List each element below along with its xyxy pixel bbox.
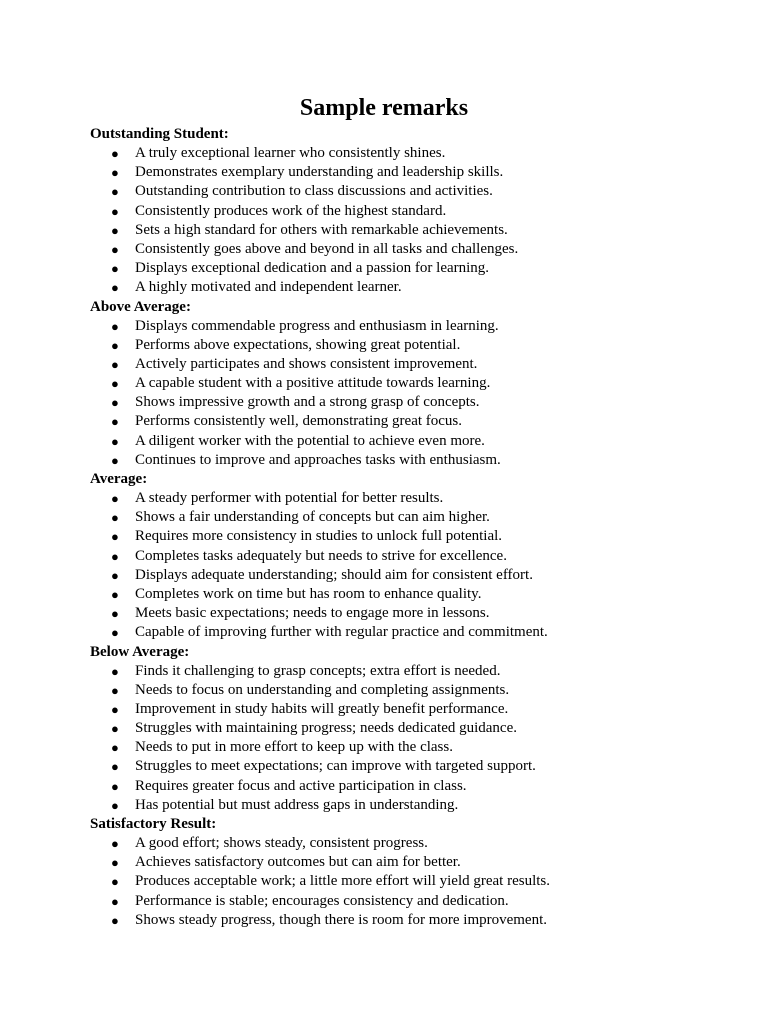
bullet-icon: ● — [111, 721, 119, 737]
bullet-icon: ● — [111, 529, 119, 545]
list-item: ● Struggles with maintaining progress; needs dedicated guidance. — [90, 719, 730, 738]
list-item: ● Displays adequate understanding; should aim for consistent effort. — [90, 566, 730, 585]
bullet-icon: ● — [111, 261, 119, 277]
bullet-icon: ● — [111, 318, 119, 334]
list-item: ● Performs consistently well, demonstrating great focus. — [90, 412, 730, 431]
section-satisfactory — [90, 815, 730, 930]
remarks-content — [90, 125, 730, 930]
list-item: ● Shows impressive growth and a strong grasp of concepts. — [90, 393, 730, 412]
list-item: ● A truly exceptional learner who consistently shines. — [90, 144, 730, 163]
bullet-icon: ● — [111, 836, 119, 851]
list-item: ● Outstanding contribution to class discussions and activities. — [90, 182, 730, 201]
bullet-icon: ● — [111, 491, 119, 506]
list-item: ● Finds it challenging to grasp concepts; extra effort is needed. — [90, 662, 730, 681]
bullet-icon: ● — [111, 682, 119, 698]
list-item: ● A steady performer with potential for better results. — [90, 489, 730, 508]
list-item: ● Sets a high standard for others with remarkable achievements. — [90, 221, 730, 240]
bullet-icon: ● — [111, 625, 119, 641]
list-item: ● Requires greater focus and active participation in class. — [90, 777, 730, 796]
bullet-icon: ● — [111, 912, 119, 928]
bullet-icon: ● — [111, 510, 119, 526]
bullet-icon: ● — [111, 606, 119, 622]
bullet-icon: ● — [111, 241, 119, 257]
list-item: ● Needs to put in more effort to keep up with the class. — [90, 738, 730, 757]
list-item: ● Struggles to meet expectations; can improve with targeted support. — [90, 757, 730, 776]
section-heading: Outstanding Student: — [90, 126, 229, 142]
list-item: ● Requires more consistency in studies to unlock full potential. — [90, 527, 730, 546]
list-item: ● A diligent worker with the potential to achieve even more. — [90, 432, 730, 451]
list-item: ● Consistently produces work of the highest standard. — [90, 202, 730, 221]
bullet-icon: ● — [111, 414, 119, 430]
section-outstanding — [90, 125, 730, 298]
remarks-list — [90, 317, 730, 471]
bullet-icon: ● — [111, 548, 119, 564]
bullet-icon: ● — [111, 797, 119, 813]
list-item: ● Improvement in study habits will greatly benefit performance. — [90, 700, 730, 719]
bullet-icon: ● — [111, 222, 119, 238]
list-item: ● Performs above expectations, showing great potential. — [90, 336, 730, 355]
bullet-icon: ● — [111, 778, 119, 794]
list-item: ● Shows steady progress, though there is room for more improvement. — [90, 911, 730, 930]
list-item: ● A capable student with a positive attitude towards learning. — [90, 374, 730, 393]
bullet-icon: ● — [111, 893, 119, 909]
list-item: ● Shows a fair understanding of concepts but can aim higher. — [90, 508, 730, 527]
section-heading: Above Average: — [90, 298, 191, 315]
remarks-list — [90, 489, 730, 643]
list-item: ● Completes work on time but has room to enhance quality. — [90, 585, 730, 604]
bullet-icon: ● — [111, 165, 119, 181]
bullet-icon: ● — [111, 337, 119, 353]
list-item: ● Completes tasks adequately but needs to strive for excellence. — [90, 547, 730, 566]
list-item: ● Displays commendable progress and enthusiasm in learning. — [90, 317, 730, 336]
list-item: ● Has potential but must address gaps in understanding. — [90, 796, 730, 815]
bullet-icon: ● — [111, 663, 119, 679]
list-item: ● Actively participates and shows consistent improvement. — [90, 355, 730, 374]
bullet-icon: ● — [111, 376, 119, 392]
section-above-average — [90, 298, 730, 471]
list-item: ● Achieves satisfactory outcomes but can aim for better. — [90, 853, 730, 872]
bullet-icon: ● — [111, 586, 119, 602]
section-heading: Average: — [90, 471, 148, 487]
list-item: ● Capable of improving further with regular practice and commitment. — [90, 623, 730, 642]
bullet-icon: ● — [111, 855, 119, 871]
bullet-icon: ● — [111, 280, 119, 296]
bullet-icon: ● — [111, 395, 119, 411]
list-item: ● A good effort; shows steady, consistent progress. — [90, 834, 730, 853]
bullet-icon: ● — [111, 701, 119, 717]
remarks-list — [90, 662, 730, 816]
bullet-icon: ● — [111, 203, 119, 219]
section-heading: Below Average: — [90, 643, 190, 660]
bullet-icon: ● — [111, 567, 119, 583]
section-average — [90, 470, 730, 643]
page-title: Sample remarks — [299, 95, 469, 121]
section-heading: Satisfactory Result: — [90, 816, 217, 832]
list-item: ● Produces acceptable work; a little more effort will yield great results. — [90, 872, 730, 891]
bullet-icon: ● — [111, 184, 119, 200]
bullet-icon: ● — [111, 356, 119, 372]
list-item: ● Consistently goes above and beyond in all tasks and challenges. — [90, 240, 730, 259]
bullet-icon: ● — [111, 433, 119, 449]
remarks-list — [90, 144, 730, 298]
list-item: ● Needs to focus on understanding and completing assignments. — [90, 681, 730, 700]
list-item: ● Displays exceptional dedication and a passion for learning. — [90, 259, 730, 278]
list-item: ● Demonstrates exemplary understanding and leadership skills. — [90, 163, 730, 182]
section-below-average — [90, 643, 730, 816]
bullet-icon: ● — [111, 874, 119, 890]
bullet-icon: ● — [111, 452, 119, 468]
bullet-icon: ● — [111, 146, 119, 161]
list-item: ● Continues to improve and approaches tasks with enthusiasm. — [90, 451, 730, 470]
list-item: ● Meets basic expectations; needs to engage more in lessons. — [90, 604, 730, 623]
remarks-list — [90, 834, 730, 930]
list-item: ● Performance is stable; encourages consistency and dedication. — [90, 892, 730, 911]
list-item: ● A highly motivated and independent learner. — [90, 278, 730, 297]
bullet-icon: ● — [111, 740, 119, 756]
bullet-icon: ● — [111, 759, 119, 775]
